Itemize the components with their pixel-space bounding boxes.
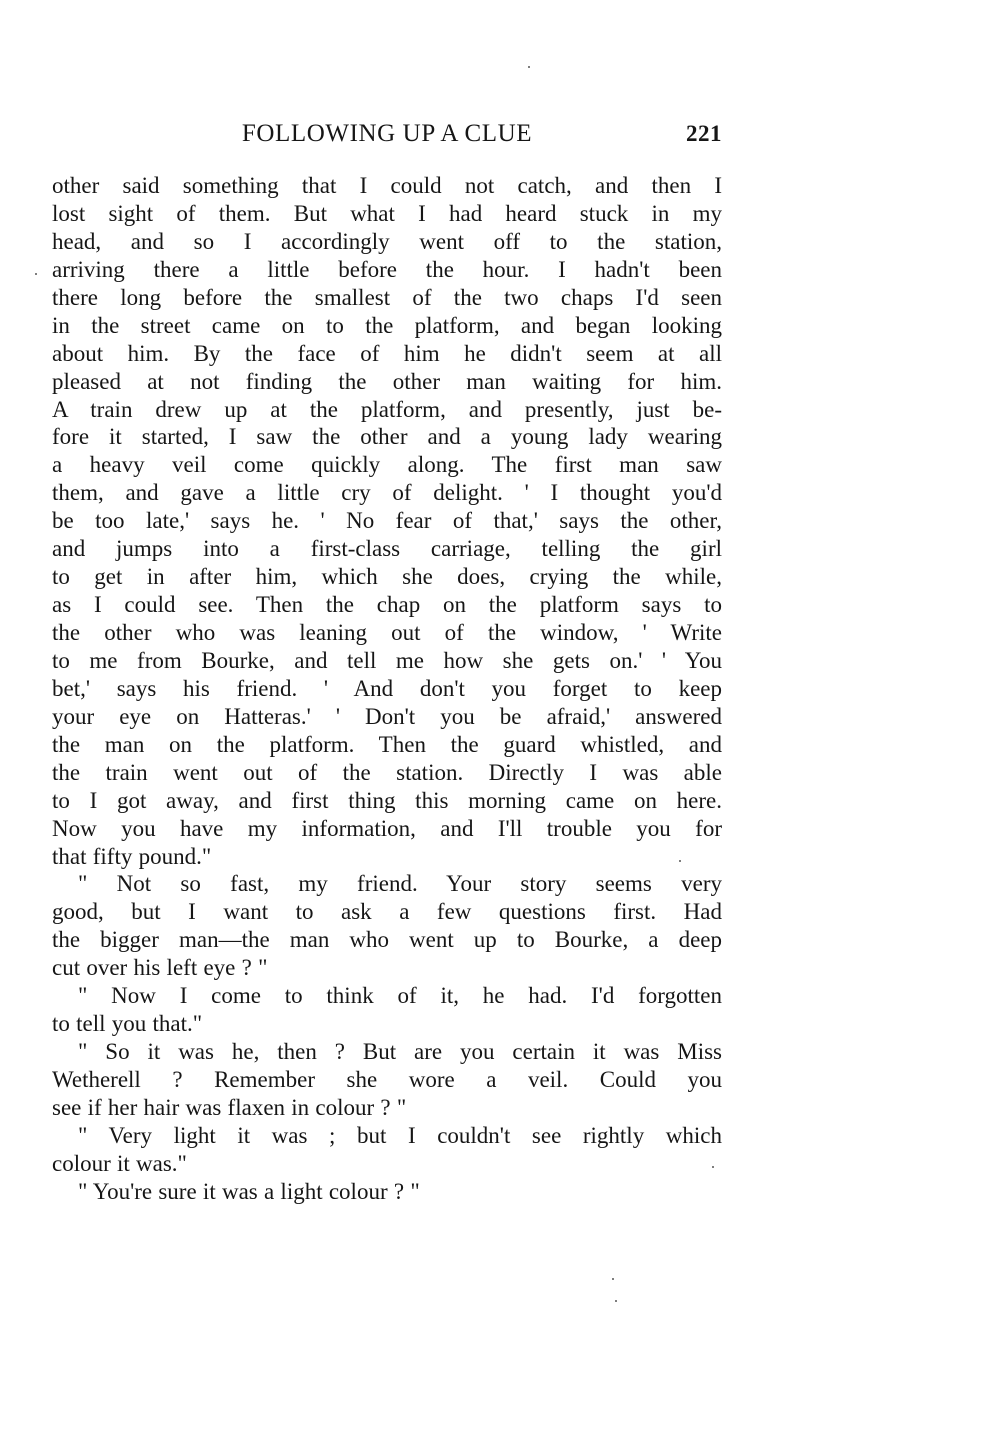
text-line: other said something that I could not catch, and then I xyxy=(52,173,722,198)
text-line: cut over his left eye ? " xyxy=(52,955,268,981)
text-line: as I could see. Then the chap on the platform says to xyxy=(52,592,722,618)
text-line: " So it was he, then ? But are you certain it was Miss xyxy=(78,1039,722,1065)
text-line: to tell you that." xyxy=(52,1011,203,1037)
text-line: lost sight of them. But what I had heard stuck in my xyxy=(52,200,722,226)
text-line: " Not so fast, my friend. Your story seems very xyxy=(78,871,722,897)
text-line: pleased at not finding the other man waiting for him. xyxy=(52,368,722,394)
text-line: to I got away, and first thing this morning came on here. xyxy=(52,787,722,813)
page-header xyxy=(52,114,722,154)
text-line: colour it was." xyxy=(52,1150,187,1176)
text-line: A train drew up at the platform, and presently, just be- xyxy=(52,396,722,422)
text-line: bet,' says his friend. ' And don't you forget to keep xyxy=(52,675,722,701)
text-line: to get in after him, which she does, crying the while, xyxy=(52,564,722,590)
text-line: and jumps into a first-class carriage, telling the girl xyxy=(52,536,722,562)
text-line: Wetherell ? Remember she wore a veil. Could you xyxy=(52,1067,722,1092)
text-line: " You're sure it was a light colour ? " xyxy=(78,1178,420,1204)
scan-speck xyxy=(528,66,530,68)
text-line: the other who was leaning out of the window, ' Write xyxy=(52,620,722,645)
scan-speck xyxy=(615,1300,617,1302)
text-line: Now you have my information, and I'll trouble you for xyxy=(52,815,722,841)
text-line: see if her hair was flaxen in colour ? " xyxy=(52,1094,407,1120)
text-line: the man on the platform. Then the guard whistled, and xyxy=(52,731,722,757)
text-line: " Now I come to think of it, he had. I'd forgotten xyxy=(78,983,722,1009)
scan-speck xyxy=(712,1166,714,1168)
scan-speck xyxy=(35,273,37,275)
text-line: about him. By the face of him he didn't seem at all xyxy=(52,340,722,366)
text-line: head, and so I accordingly went off to the station, xyxy=(52,228,722,254)
text-line: fore it started, I saw the other and a young lady wearing xyxy=(52,424,722,450)
text-line: your eye on Hatteras.' ' Don't you be afraid,' answered xyxy=(52,703,722,729)
text-line: the bigger man—the man who went up to Bourke, a deep xyxy=(52,927,722,953)
body-text xyxy=(52,172,722,1206)
text-line: to me from Bourke, and tell me how she gets on.' ' You xyxy=(52,647,722,673)
page-number: 221 xyxy=(686,121,722,146)
text-line: be too late,' says he. ' No fear of that,' says the other, xyxy=(52,508,722,534)
text-line: that fifty pound." xyxy=(52,843,212,869)
text-line: good, but I want to ask a few questions first. Had xyxy=(52,899,722,925)
text-line: them, and gave a little cry of delight. ' I thought you'd xyxy=(52,480,722,506)
running-title: FOLLOWING UP A CLUE xyxy=(241,120,533,147)
text-line: " Very light it was ; but I couldn't see rightly which xyxy=(78,1122,722,1148)
scan-speck xyxy=(679,860,681,862)
text-line: a heavy veil come quickly along. The first man saw xyxy=(52,452,722,478)
text-line: the train went out of the station. Directly I was able xyxy=(52,759,722,785)
text-line: in the street came on to the platform, and began looking xyxy=(52,312,722,338)
text-line: arriving there a little before the hour. I hadn't been xyxy=(52,256,722,282)
text-line: there long before the smallest of the two chaps I'd seen xyxy=(52,284,722,310)
scan-speck xyxy=(612,1278,614,1280)
